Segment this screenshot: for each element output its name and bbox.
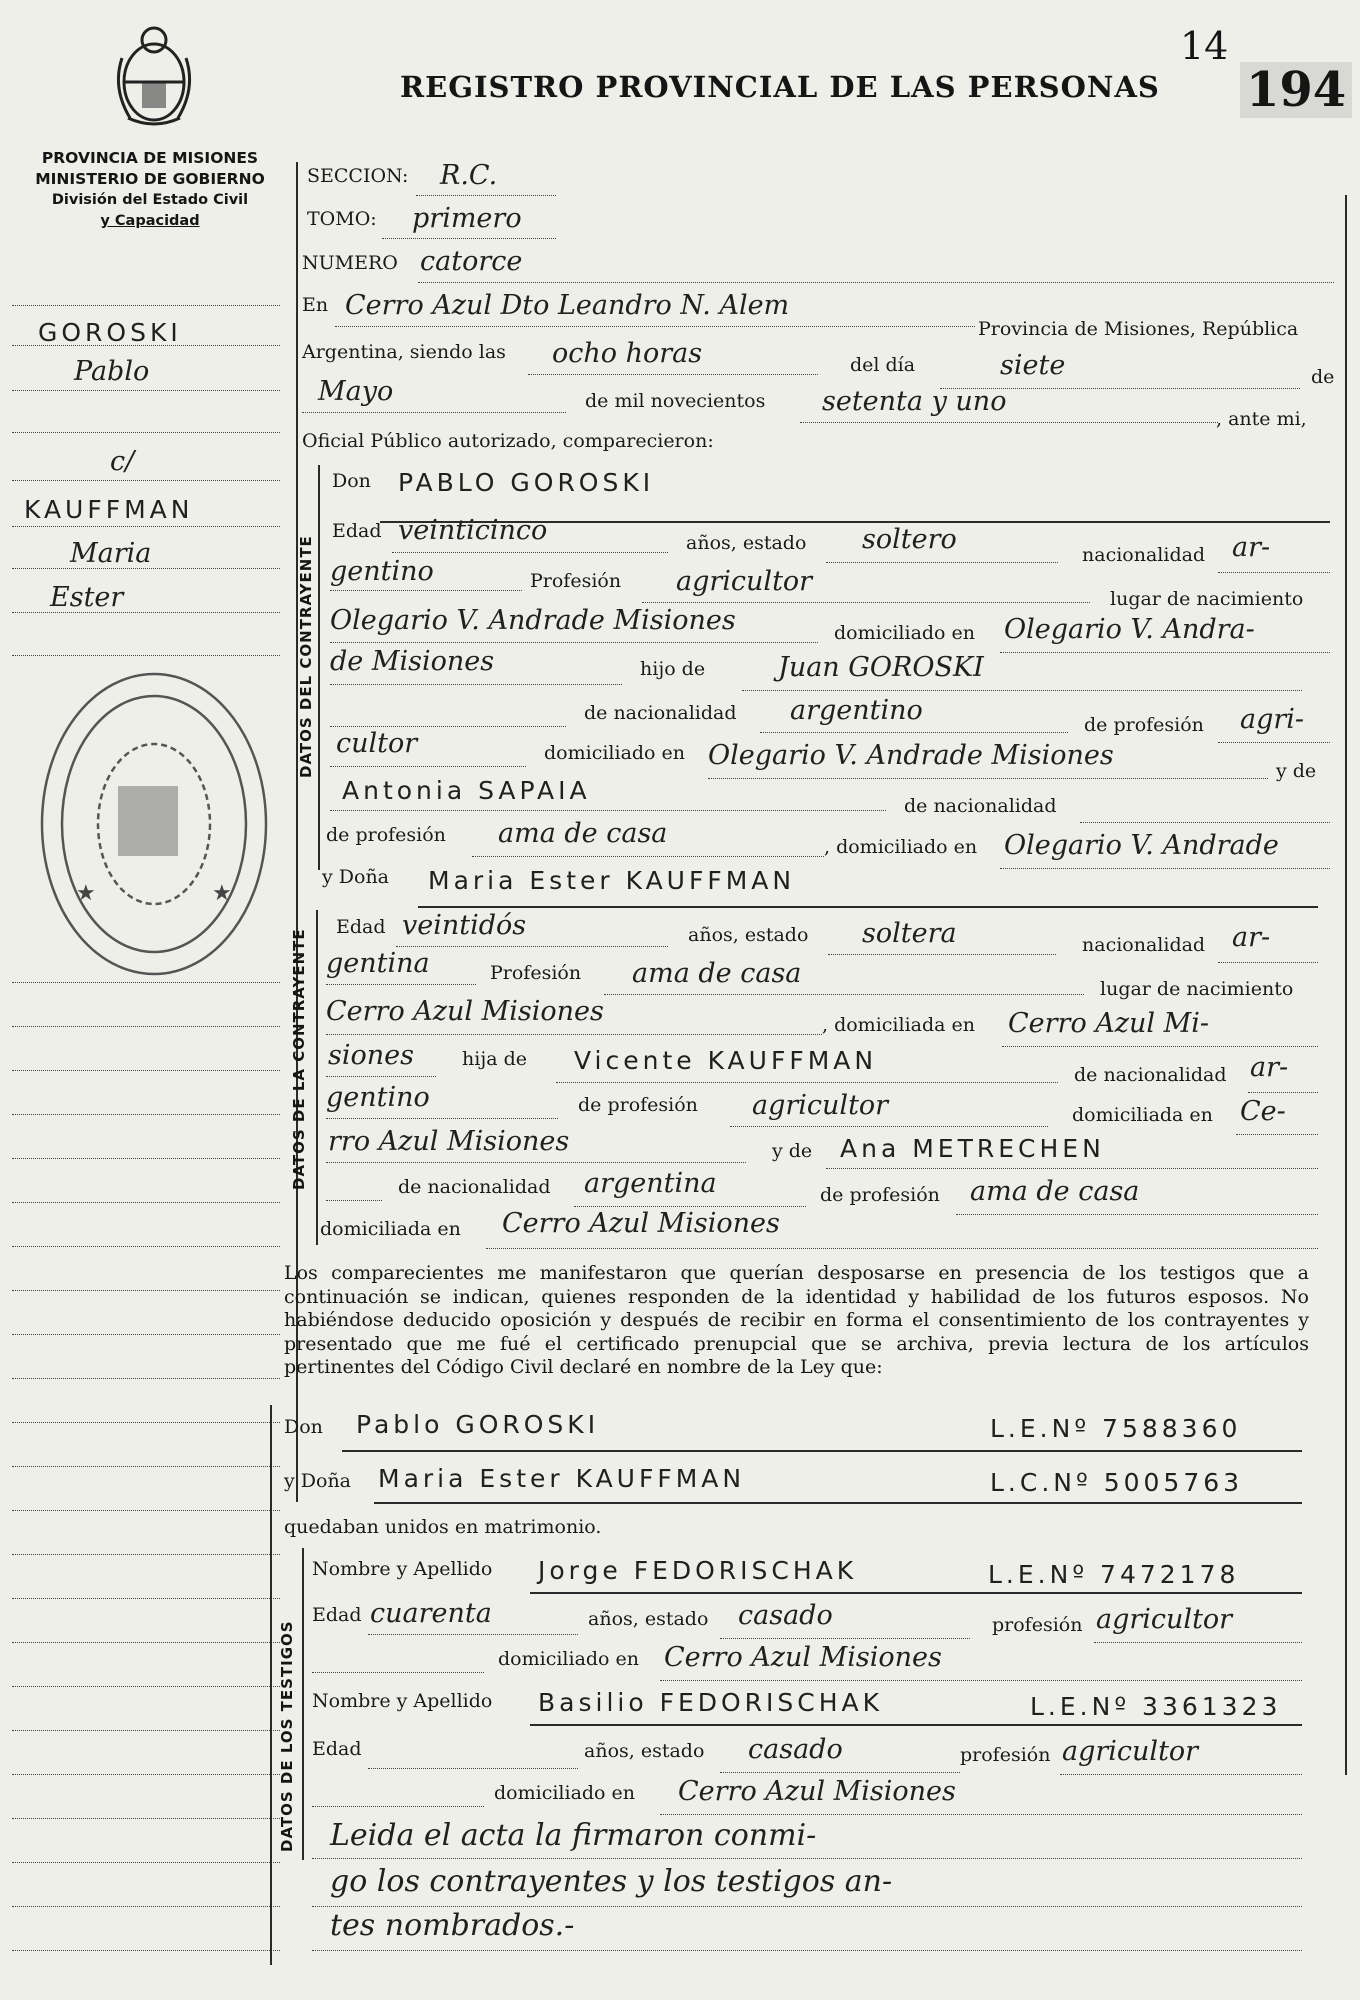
label-numero: NUMERO [302,252,398,274]
document-title: REGISTRO PROVINCIAL DE LAS PERSONAS [400,70,1160,104]
label-de-profesion-gp: de profesión [1084,714,1204,736]
label-ante-mi: , ante mi, [1216,408,1307,430]
value-groom-lugar-nac: Olegario V. Andrade Misiones [330,605,736,636]
label-lugar-nac-groom: lugar de nacimiento [1110,588,1304,610]
folio-stamp-number: 194 [1240,62,1352,118]
label-provincia-rep: Provincia de Misiones, República [978,318,1299,340]
label-oficial: Oficial Público autorizado, comparecieron: [302,430,714,452]
official-seal-stamp [36,668,272,980]
value-bride-domicilio-1: Cerro Azul Mi- [1008,1008,1210,1039]
section-label-groom: DATOS DEL CONTRAYENTE [297,535,315,778]
value-groom-padre-dom: Olegario V. Andrade Misiones [708,740,1114,771]
value-bride-madre-dom: Cerro Azul Misiones [502,1208,780,1239]
value-witness1-domicilio: Cerro Azul Misiones [664,1642,942,1673]
value-groom-domicilio-2: de Misiones [330,646,495,677]
label-declared-don: Don [284,1416,323,1438]
label-tomo: TOMO: [307,208,377,230]
value-bride-padre: Vicente KAUFFMAN [574,1046,878,1075]
section-label-bride: DATOS DE LA CONTRAYENTE [290,928,308,1190]
value-witness2-estado: casado [748,1734,843,1765]
value-declared-groom: Pablo GOROSKI [356,1410,600,1439]
label-edad-groom: Edad [332,520,382,542]
label-nombre-w2: Nombre y Apellido [312,1690,493,1712]
value-bride-padre-nac-2: gentino [326,1082,430,1113]
value-bride-madre: Ana METRECHEN [840,1134,1105,1163]
value-seccion: R.C. [440,160,498,191]
margin-middlename-bride: Ester [50,582,124,613]
label-domiciliada-bp: domiciliada en [1072,1104,1213,1126]
value-groom-name: PABLO GOROSKI [398,468,655,497]
section-label-witnesses: DATOS DE LOS TESTIGOS [278,1620,296,1852]
closing-line-2: go los contrayentes y los testigos an- [330,1864,893,1899]
label-y-de-groom: y de [1276,760,1317,782]
value-groom-nac-1: ar- [1232,532,1271,563]
label-nacionalidad-groom: nacionalidad [1082,544,1206,566]
value-bride-edad: veintidós [402,910,527,941]
label-domiciliado-gp: domiciliado en [544,742,686,764]
closing-line-1: Leida el acta la firmaron conmi- [330,1818,817,1853]
value-bride-madre-nac: argentina [584,1168,717,1199]
value-witness2-domicilio: Cerro Azul Misiones [678,1776,956,1807]
label-hija-de: hija de [462,1048,527,1070]
margin-firstname-groom: Pablo [74,356,150,387]
label-y-de-bride: y de [772,1140,813,1162]
label-anos-estado-w2: años, estado [584,1740,705,1762]
margin-firstname-bride: Maria [70,538,152,569]
value-groom-madre-dom: Olegario V. Andrade [1004,830,1279,861]
value-hora: ocho horas [552,338,703,369]
value-dia: siete [1000,350,1066,381]
value-bride-lugar-nac: Cerro Azul Misiones [326,996,604,1027]
value-groom-madre: Antonia SAPAIA [342,776,591,805]
value-anio: setenta y uno [822,386,1007,417]
value-witness2-doc: L.E.Nº 3361323 [1030,1692,1282,1721]
value-groom-padre-prof-1: agri- [1240,704,1305,735]
value-bride-estado: soltera [862,918,957,949]
svg-text:★: ★ [212,881,232,906]
label-hijo-de: hijo de [640,658,706,680]
value-bride-domicilio-2: siones [328,1040,414,1071]
value-declared-groom-doc: L.E.Nº 7588360 [990,1414,1242,1443]
label-de-mil: de mil novecientos [585,390,766,412]
value-bride-name: Maria Ester KAUFFMAN [428,866,796,895]
value-bride-nac-1: ar- [1232,922,1271,953]
value-groom-padre-nac: argentino [790,695,923,726]
label-profesion-w1: profesión [992,1614,1083,1636]
label-de-month: de [1311,366,1335,388]
value-bride-padre-dom-2: rro Azul Misiones [328,1126,570,1157]
label-en: En [302,294,329,316]
value-declared-bride-doc: L.C.Nº 5005763 [990,1468,1244,1497]
label-y-dona: y Doña [322,866,390,888]
division-label: División del Estado Civil [51,192,249,208]
label-profesion-groom: Profesión [530,570,622,592]
label-domiciliado-w1: domiciliado en [498,1648,640,1670]
margin-connector: c/ [110,446,135,477]
label-anos-estado-w1: años, estado [588,1608,709,1630]
division-label-2: y Capacidad [100,213,200,229]
label-de-profesion-bm: de profesión [820,1184,940,1206]
margin-surname-groom: GOROSKI [38,318,182,347]
label-edad-bride: Edad [336,916,386,938]
value-declared-bride: Maria Ester KAUFFMAN [378,1464,746,1493]
label-anos-estado-groom: años, estado [686,532,807,554]
value-numero: catorce [420,246,523,277]
value-groom-madre-prof: ama de casa [498,818,668,849]
value-mes: Mayo [318,376,394,407]
label-de-nacionalidad-bp: de nacionalidad [1074,1064,1227,1086]
value-groom-padre: Juan GOROSKI [778,652,984,683]
label-domiciliada-bride: , domiciliada en [822,1014,975,1036]
label-nacionalidad-bride: nacionalidad [1082,934,1206,956]
label-edad-w1: Edad [312,1604,362,1626]
label-edad-w2: Edad [312,1738,362,1760]
label-argentina-siendo: Argentina, siendo las [302,341,506,363]
label-profesion-bride: Profesión [490,962,582,984]
value-groom-estado: soltero [862,524,957,555]
label-don: Don [332,470,371,492]
label-quedaban: quedaban unidos en matrimonio. [284,1516,602,1538]
value-groom-profesion: agricultor [676,566,813,597]
province-label: PROVINCIA DE MISIONES [41,149,259,167]
value-witness1-name: Jorge FEDORISCHAK [538,1556,858,1585]
value-witness1-edad: cuarenta [370,1598,492,1629]
value-lugar: Cerro Azul Dto Leandro N. Alem [345,290,790,321]
svg-text:★: ★ [76,881,96,906]
value-groom-padre-prof-2: cultor [336,728,418,759]
value-witness2-name: Basilio FEDORISCHAK [538,1688,884,1717]
issuing-authority [30,148,270,232]
label-nombre-w1: Nombre y Apellido [312,1558,493,1580]
value-witness2-profesion: agricultor [1062,1736,1199,1767]
page-number: 14 [1180,24,1229,68]
value-bride-padre-prof: agricultor [752,1090,889,1121]
label-profesion-w2: profesión [960,1744,1051,1766]
value-tomo: primero [412,203,522,234]
value-bride-padre-dom-1: Ce- [1240,1096,1286,1127]
margin-surname-bride: KAUFFMAN [24,495,194,524]
value-bride-profesion: ama de casa [632,958,802,989]
value-bride-padre-nac-1: ar- [1250,1052,1289,1083]
ministry-label: MINISTERIO DE GOBIERNO [35,170,265,188]
label-de-profesion-gm: de profesión [326,824,446,846]
value-groom-edad: veinticinco [398,515,548,546]
value-bride-nac-2: gentina [326,948,430,979]
label-de-nacionalidad-gm: de nacionalidad [904,795,1057,817]
label-de-nacionalidad-bm: de nacionalidad [398,1176,551,1198]
value-bride-madre-prof: ama de casa [970,1176,1140,1207]
label-declared-dona: y Doña [284,1470,352,1492]
label-lugar-nac-bride: lugar de nacimiento [1100,978,1294,1000]
coat-of-arms-emblem [108,18,200,130]
value-witness1-profesion: agricultor [1096,1604,1233,1635]
label-domiciliado-w2: domiciliado en [494,1782,636,1804]
value-groom-nac-2: gentino [330,556,434,587]
label-de-nacionalidad-gp: de nacionalidad [584,702,737,724]
declaration-paragraph: Los comparecientes me manifestaron que querían desposarse en presencia de los testigos que a continuación se indican, quienes responden de la identidad y habilidad de los futuros esposos. No habiéndose deducido oposición y después de recibir en forma el consentimiento de los contrayentes y presentado que me fué el certificado prenupcial que se archiva, previa lectura de los artículos pertinentes del Código Civil declaré en nombre de la Ley que: [284,1262,1309,1378]
label-anos-estado-bride: años, estado [688,924,809,946]
value-groom-domicilio-1: Olegario V. Andra- [1004,614,1255,645]
value-witness1-doc: L.E.Nº 7472178 [988,1560,1240,1589]
label-domiciliado-groom: domiciliado en [834,622,976,644]
value-witness1-estado: casado [738,1600,833,1631]
label-dom-comma-gm: , domiciliado en [824,836,978,858]
label-seccion: SECCION: [307,165,409,187]
closing-line-3: tes nombrados.- [330,1908,575,1943]
label-de-profesion-bp: de profesión [578,1094,698,1116]
label-domiciliada-bm: domiciliada en [320,1218,461,1240]
label-del-dia: del día [850,354,916,376]
